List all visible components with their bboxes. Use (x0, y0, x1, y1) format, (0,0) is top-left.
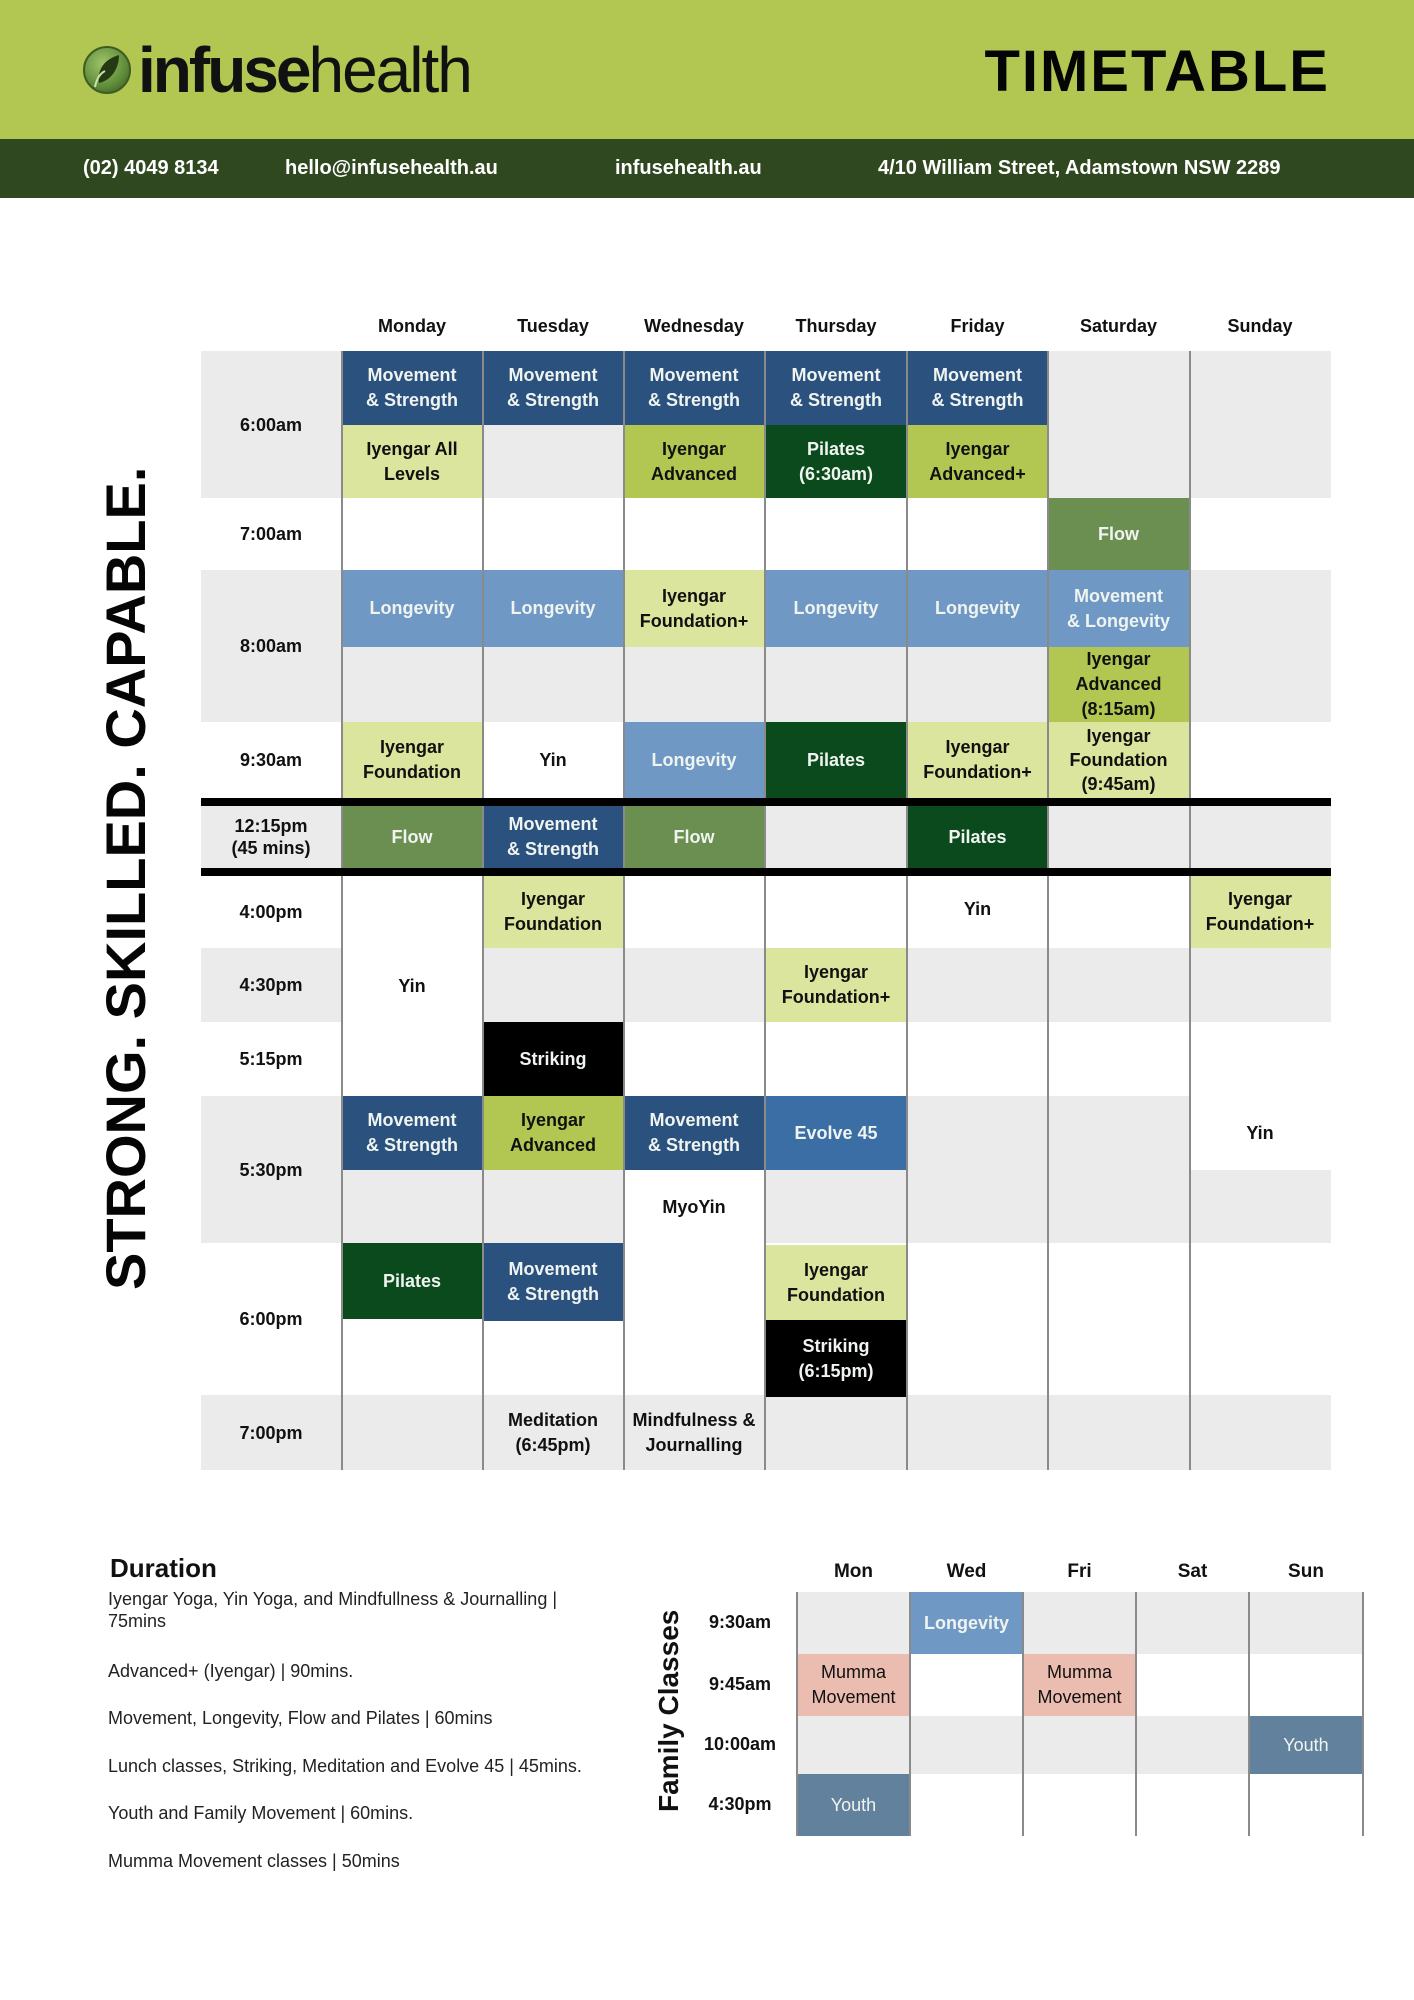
grid-line (1022, 1592, 1024, 1836)
class-cell[interactable] (765, 351, 907, 425)
class-cell[interactable] (483, 1096, 623, 1170)
family-class-cell[interactable] (1023, 1654, 1136, 1716)
class-name: Movement (367, 365, 457, 385)
class-cell[interactable] (765, 1245, 907, 1320)
class-name: & Strength (366, 1135, 458, 1155)
class-cell[interactable] (483, 1395, 623, 1470)
class-name: Evolve 45 (794, 1122, 878, 1143)
grid-line (909, 1592, 911, 1836)
class-cell[interactable] (907, 876, 1048, 942)
class-name: Advanced+ (929, 463, 1026, 484)
leaf-logo-icon (83, 46, 131, 94)
class-name: Movement (811, 1687, 896, 1707)
time-7am: 7:00am (239, 524, 303, 544)
grid-line (1135, 1592, 1137, 1836)
class-cell[interactable] (623, 1096, 765, 1170)
class-name: Pilates (382, 1270, 442, 1291)
lunch-divider-top (201, 798, 1331, 806)
class-cell[interactable] (623, 351, 765, 425)
class-name: Iyengar (1086, 649, 1151, 669)
class-cell[interactable] (765, 425, 907, 498)
class-name: Iyengar (945, 438, 1010, 459)
class-name: Longevity (793, 598, 879, 618)
class-name: & Strength (931, 390, 1024, 410)
address-text: 4/10 William Street, Adamstown NSW 2289 (878, 157, 1281, 179)
grid-line (341, 351, 343, 1470)
class-name: & Strength (507, 390, 599, 410)
tagline: STRONG. SKILLED. CAPABLE. (94, 466, 157, 1290)
class-cell[interactable] (623, 1395, 765, 1470)
class-name: (6:15pm) (798, 1360, 874, 1381)
class-name: Iyengar (945, 737, 1010, 757)
family-day-fri: Fri (1067, 1561, 1092, 1582)
duration-item: Youth and Family Movement | 60mins. (108, 1803, 414, 1823)
class-name: Journalling (645, 1434, 743, 1455)
class-name: Striking (519, 1048, 587, 1069)
lunch-divider-bottom (201, 868, 1331, 876)
class-name: Pilates (806, 438, 866, 459)
phone-link[interactable]: (02) 4049 8134 (83, 157, 219, 179)
class-name: & Strength (507, 839, 599, 859)
class-cell[interactable] (483, 806, 623, 868)
family-classes-label: Family Classes (653, 1609, 684, 1812)
class-cell[interactable] (483, 351, 623, 425)
grid-line (1047, 351, 1049, 1470)
class-name: Flow (1098, 523, 1139, 544)
class-name: Pilates (948, 826, 1007, 847)
class-name: Yin (963, 898, 992, 919)
class-name: & Longevity (1066, 610, 1170, 631)
time-1215pm-line1: 12:15pm (234, 816, 308, 836)
brand-logo (138, 34, 471, 106)
class-cell[interactable] (483, 876, 623, 948)
class-name: Advanced (650, 463, 738, 484)
class-name: & Strength (648, 390, 740, 410)
class-name: Flow (391, 826, 433, 847)
time-4pm: 4:00pm (239, 902, 303, 922)
class-name: Foundation+ (781, 987, 891, 1007)
family-time: 4:30pm (708, 1794, 772, 1814)
class-cell[interactable] (623, 806, 765, 868)
grid-line (482, 351, 484, 1470)
family-row-bg (796, 1592, 1363, 1654)
class-cell[interactable] (907, 351, 1048, 425)
time-1215pm-line2: (45 mins) (231, 838, 311, 858)
class-cell[interactable] (765, 570, 907, 647)
class-name: Yin (1246, 1122, 1274, 1143)
class-name: Youth (830, 1794, 877, 1815)
family-time: 9:45am (708, 1674, 772, 1694)
brand-bold: infuse (138, 34, 309, 106)
duration-title: Duration (110, 1553, 217, 1583)
class-name: Foundation+ (923, 762, 1032, 782)
day-header-wednesday: Wednesday (644, 316, 744, 336)
time-530pm: 5:30pm (239, 1159, 303, 1180)
family-class-cell[interactable] (797, 1774, 910, 1836)
grid-line (623, 351, 625, 1470)
family-day-mon: Mon (833, 1561, 874, 1582)
class-name: Striking (802, 1335, 870, 1356)
page-title: TIMETABLE (984, 39, 1330, 104)
class-cell[interactable] (341, 351, 483, 425)
class-name: Movement (649, 365, 739, 385)
class-name: & Strength (790, 390, 882, 410)
class-name: Mindfulness & (632, 1409, 756, 1430)
family-day-sat: Sat (1177, 1561, 1208, 1582)
class-cell[interactable] (341, 722, 483, 798)
time-515pm: 5:15pm (239, 1049, 303, 1069)
day-header-sunday: Sunday (1227, 316, 1293, 336)
class-name: Longevity (923, 1612, 1009, 1633)
class-cell[interactable] (907, 425, 1048, 498)
class-cell[interactable] (341, 425, 483, 498)
grid-line (1189, 351, 1191, 1470)
family-class-cell[interactable] (910, 1592, 1023, 1654)
class-cell[interactable] (623, 1170, 765, 1244)
grid-line (1248, 1592, 1250, 1836)
family-day-sun: Sun (1288, 1561, 1324, 1582)
class-name: Movement (791, 365, 881, 385)
duration-item: Movement, Longevity, Flow and Pilates | 60mins (108, 1708, 493, 1728)
family-class-cell[interactable] (797, 1654, 910, 1716)
class-cell[interactable] (1048, 647, 1189, 722)
class-name: Iyengar (1227, 889, 1292, 909)
class-name: Longevity (651, 749, 737, 770)
class-name: (8:15am) (1081, 699, 1156, 719)
class-name: Movement (367, 1110, 457, 1130)
class-name: Iyengar (661, 585, 726, 606)
brand-light: health (308, 34, 471, 106)
class-cell[interactable] (483, 1243, 623, 1321)
class-name: (6:45pm) (515, 1434, 591, 1455)
day-header-tuesday: Tuesday (517, 316, 589, 336)
class-name: Movement (508, 1259, 598, 1279)
class-name: Meditation (508, 1409, 598, 1430)
class-name: Yin (398, 975, 426, 996)
class-name: Mumma (820, 1662, 886, 1682)
class-name: Iyengar (520, 889, 585, 909)
class-name: Longevity (934, 598, 1020, 618)
class-name: & Strength (366, 390, 458, 410)
class-cell[interactable] (1189, 876, 1331, 948)
grid-line (1362, 1592, 1364, 1836)
class-cell[interactable] (1048, 498, 1189, 570)
class-name: & Strength (507, 1284, 599, 1304)
duration-item: Lunch classes, Striking, Meditation and Evolve 45 | 45mins. (108, 1756, 582, 1776)
class-name: Iyengar (661, 438, 727, 459)
class-cell[interactable] (341, 570, 483, 647)
time-6pm: 6:00pm (239, 1309, 303, 1329)
class-name: Foundation+ (639, 610, 749, 631)
time-930am: 9:30am (239, 750, 303, 770)
time-430pm: 4:30pm (239, 975, 303, 995)
class-cell[interactable] (623, 722, 765, 798)
grid-line (796, 1592, 798, 1836)
class-name: Iyengar (520, 1110, 586, 1130)
class-cell[interactable] (765, 948, 907, 1022)
day-header-friday: Friday (950, 316, 1005, 336)
class-name: Movement (1037, 1687, 1122, 1707)
class-cell[interactable] (483, 722, 623, 798)
family-day-wed: Wed (946, 1561, 987, 1582)
class-cell[interactable] (907, 722, 1048, 798)
class-name: Movement (649, 1110, 739, 1130)
day-header-thursday: Thursday (795, 316, 877, 336)
class-name: Advanced (509, 1135, 597, 1155)
class-cell[interactable] (341, 806, 483, 868)
class-name: Iyengar All (366, 438, 458, 459)
class-name: Advanced (1075, 674, 1162, 694)
family-time: 9:30am (708, 1612, 772, 1632)
class-name: Iyengar (803, 962, 868, 982)
class-cell[interactable] (341, 1096, 483, 1170)
class-name: Flow (673, 826, 715, 847)
time-6am: 6:00am (239, 414, 303, 435)
duration-item-line: Iyengar Yoga, Yin Yoga, and Mindfullness & Journalling | (108, 1589, 558, 1609)
class-name: Movement (1073, 585, 1163, 606)
duration-item (108, 1588, 628, 1632)
time-8am: 8:00am (239, 636, 303, 656)
class-cell[interactable] (341, 876, 483, 1096)
class-cell[interactable] (765, 722, 907, 798)
class-name: Movement (508, 814, 598, 834)
class-name: Iyengar (803, 1259, 868, 1280)
class-name: Levels (383, 463, 441, 484)
class-name: Yin (539, 749, 567, 770)
class-cell[interactable] (907, 570, 1048, 647)
class-name: Foundation (787, 1284, 885, 1305)
family-class-cell[interactable] (1249, 1716, 1363, 1774)
class-cell[interactable] (1048, 722, 1189, 798)
family-time: 10:00am (703, 1734, 777, 1754)
class-name: Iyengar (379, 737, 444, 757)
class-name: Longevity (510, 598, 596, 618)
class-cell[interactable] (1189, 1096, 1331, 1170)
website-link[interactable]: infusehealth.au (615, 157, 762, 179)
class-cell[interactable] (341, 1243, 483, 1319)
duration-item: Mumma Movement classes | 50mins (108, 1851, 400, 1871)
grid-line (906, 351, 908, 1470)
day-header-monday: Monday (377, 316, 446, 336)
class-name: (6:30am) (798, 463, 874, 484)
class-name: Foundation+ (1205, 914, 1315, 934)
class-cell[interactable] (1048, 570, 1189, 647)
class-cell[interactable] (907, 806, 1048, 868)
class-name: MyoYin (662, 1196, 726, 1217)
day-header-saturday: Saturday (1079, 316, 1158, 336)
class-cell[interactable] (765, 1096, 907, 1170)
class-cell[interactable] (483, 570, 623, 647)
duration-item-line: 75mins (108, 1611, 167, 1631)
time-7pm: 7:00pm (239, 1422, 303, 1443)
class-name: Youth (1283, 1734, 1329, 1755)
time-1215pm (201, 806, 341, 868)
class-name: Movement (508, 365, 598, 385)
class-name: Foundation (363, 762, 461, 782)
class-name: & Strength (648, 1135, 740, 1155)
class-cell[interactable] (623, 425, 765, 498)
row-bg-7pm (201, 1395, 1331, 1470)
class-name: Longevity (369, 598, 455, 618)
grid-line (764, 351, 766, 1470)
class-name: Foundation (1069, 750, 1168, 770)
email-link[interactable]: hello@infusehealth.au (285, 157, 498, 179)
class-cell[interactable] (483, 1022, 623, 1096)
class-name: (9:45am) (1081, 774, 1156, 794)
duration-item: Advanced+ (Iyengar) | 90mins. (108, 1661, 354, 1681)
class-name: Iyengar (1086, 726, 1151, 746)
class-cell[interactable] (623, 570, 765, 647)
class-name: Pilates (806, 749, 866, 770)
class-name: Mumma (1046, 1662, 1112, 1682)
class-name: Movement (932, 365, 1022, 385)
class-cell[interactable] (765, 1320, 907, 1397)
class-name: Foundation (504, 914, 602, 934)
